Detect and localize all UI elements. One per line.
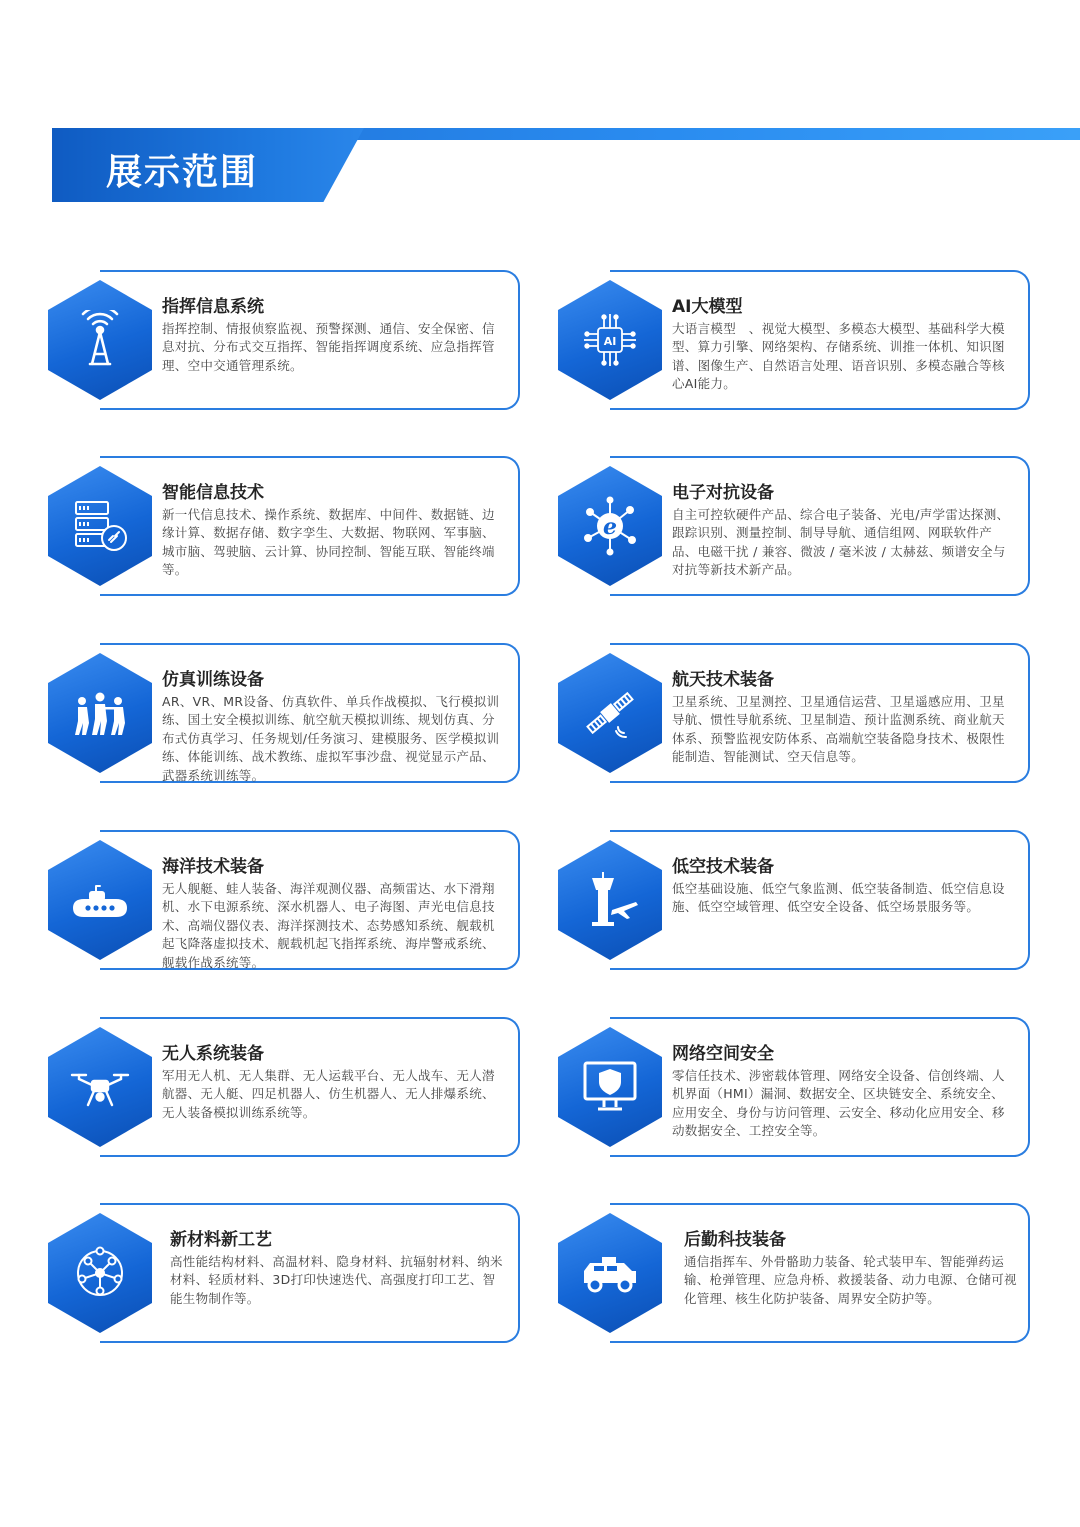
page-title: 展示范围: [106, 152, 259, 193]
svg-text:AI: AI: [603, 335, 617, 348]
card-title: 指挥信息系统: [162, 297, 264, 317]
card-description: 通信指挥车、外骨骼助力装备、轮式装甲车、智能弹药运输、枪弹管理、应急舟桥、救援装备、动力电源、仓储可视化管理、核生化防护装备、周界安全防护等。: [684, 1254, 1017, 1306]
category-card-unmanned: [100, 1017, 520, 1157]
category-card-ew: [610, 456, 1030, 596]
category-card-materials: [100, 1203, 520, 1343]
card-description: 零信任技术、涉密载体管理、网络安全设备、信创终端、人机界面（HMI）漏洞、数据安全、区块链安全、系统安全、应用安全、身份与访问管理、云安全、移动化应用安全、移动数据安全、工控安全等。: [672, 1068, 1005, 1139]
card-title: AI大模型: [672, 297, 743, 317]
category-card-ai: [610, 270, 1030, 410]
category-card-space: [610, 643, 1030, 783]
card-description: 新一代信息技术、操作系统、数据库、中间件、数据链、边缘计算、数据存储、数字孪生、大数据、物联网、军事脑、城市脑、驾驶脑、云计算、协同控制、智能互联、智能终端等。: [162, 507, 495, 578]
card-title: 航天技术装备: [672, 670, 774, 690]
card-title: 电子对抗设备: [672, 483, 774, 503]
card-description: 无人舰艇、蛙人装备、海洋观测仪器、高频雷达、水下滑翔机、水下电源系统、深水机器人、电子海图、声光电信息技术、高端仪器仪表、海洋探测技术、态势感知系统、舰载机起飞降落虚拟技术、舰载机起飞指挥系统、海岸警戒系统、舰载作战系统等。: [162, 881, 495, 970]
category-card-logistics: [610, 1203, 1030, 1343]
card-description: 指挥控制、情报侦察监视、预警探测、通信、安全保密、信息对抗、分布式交互指挥、智能指挥调度系统、应急指挥管理、空中交通管理系统。: [162, 321, 495, 373]
card-title: 无人系统装备: [162, 1044, 264, 1064]
card-description: 军用无人机、无人集群、无人运载平台、无人战车、无人潜航器、无人艇、四足机器人、仿生机器人、无人排爆系统、无人装备模拟训练系统等。: [162, 1068, 495, 1120]
category-card-simulation: [100, 643, 520, 783]
card-title: 网络空间安全: [672, 1044, 774, 1064]
card-title: 低空技术装备: [672, 857, 774, 877]
card-title: 新材料新工艺: [170, 1230, 272, 1250]
card-description: 自主可控软硬件产品、综合电子装备、光电/声学雷达探测、跟踪识别、测量控制、制导导航、通信组网、网联软件产品、电磁干扰 / 兼容、微波 / 毫米波 / 太赫兹、频谱安全与对抗等新技术新产品。: [672, 507, 1010, 578]
card-description: 高性能结构材料、高温材料、隐身材料、抗辐射材料、纳米材料、轻质材料、3D打印快速迭代、高强度打印工艺、智能生物制作等。: [170, 1254, 503, 1306]
category-card-cybersecurity: [610, 1017, 1030, 1157]
card-title: 海洋技术装备: [162, 857, 264, 877]
card-description: 大语言模型 、视觉大模型、多模态大模型、基础科学大模型、算力引擎、网络架构、存储系统、训推一体机、知识图谱、图像生产、自然语言处理、语音识别、多模态融合等核心AI能力。: [672, 321, 1005, 392]
category-card-low-altitude: [610, 830, 1030, 970]
card-title: 智能信息技术: [162, 483, 264, 503]
category-card-marine: [100, 830, 520, 970]
card-description: 卫星系统、卫星测控、卫星通信运营、卫星遥感应用、卫星导航、惯性导航系统、卫星制造、预计监测系统、商业航天体系、预警监视安防体系、高端航空装备隐身技术、极限性能制造、智能测试、空天信息等。: [672, 694, 1005, 765]
card-title: 仿真训练设备: [162, 670, 264, 690]
card-description: AR、VR、MR设备、仿真软件、单兵作战模拟、飞行模拟训练、国土安全模拟训练、航空航天模拟训练、规划仿真、分布式仿真学习、任务规划/任务演习、建模服务、医学模拟训练、体能训练、战术教练、虚拟军事沙盘、视觉显示产品、武器系统训练等。: [162, 694, 500, 783]
card-title: 后勤科技装备: [684, 1230, 786, 1250]
card-description: 低空基础设施、低空气象监测、低空装备制造、低空信息设施、低空空域管理、低空安全设备、低空场景服务等。: [672, 881, 1005, 915]
svg-text:e: e: [603, 514, 617, 540]
category-card-smart-info: [100, 456, 520, 596]
category-card-command: [100, 270, 520, 410]
